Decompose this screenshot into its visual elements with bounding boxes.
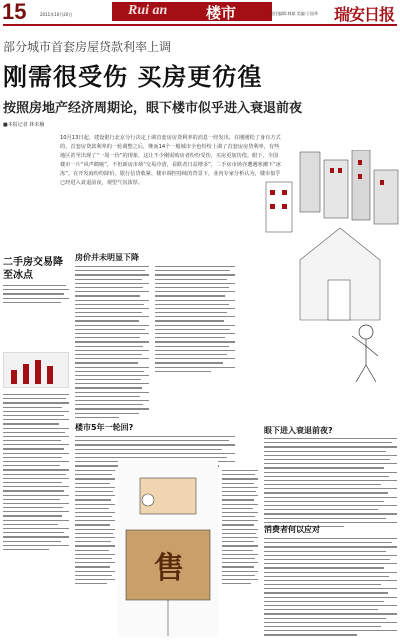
subhead-secondhand-market: 二手房交易降至冰点 bbox=[3, 257, 63, 281]
article-subheadline: 按照房地产经济周期论，眼下楼市似乎进入衰退前夜 bbox=[3, 101, 303, 116]
column-5-text bbox=[222, 470, 258, 587]
column-1-text-b bbox=[3, 394, 69, 553]
small-chart-graphic bbox=[3, 352, 69, 388]
header-rule bbox=[3, 24, 397, 26]
article-kicker: 部分城市首套房屋贷款利率上调 bbox=[3, 40, 172, 54]
editor-credits: 责任编辑:林斌 美编:于国华 bbox=[270, 11, 318, 16]
issue-date: 2011年10月20日 bbox=[40, 12, 73, 17]
for-sale-sign-illustration bbox=[118, 460, 218, 638]
column-6-text bbox=[264, 438, 397, 530]
subhead-prices: 房价并未明显下降 bbox=[75, 253, 139, 262]
column-7-text bbox=[264, 538, 397, 639]
section-title: 楼市 bbox=[206, 4, 237, 22]
subhead-consumers: 消费者何以应对 bbox=[264, 525, 320, 534]
article-headline: 刚需很受伤 买房更彷徨 bbox=[3, 63, 263, 91]
article-lead: 10月13日起，建设银行北京分行决定上调首套房房贷利率的消息一经发出，在刚刚松了身有方式的，首套房贷款利率的一轮调整之后，继而14个一般城市全也纷纷上调了首套房房贷利率，有些地区甚至出现了“一周一价”的现象，这让不少刚需购房者纷纷受伤，买房更加彷徨。眼下，全国楼市一片“风声鹤唳”，不但新房市场“交易冷清，看跌者日益增多”，二手房市场亦遭遇寒潮下“冰冻”。在开发商纷纷降价、银行信贷收紧、楼市调控持续的背景下，业内专家分析认为，楼市似乎已经进入衰退前夜，观望气氛浓厚。 bbox=[60, 135, 281, 186]
page-number: 15 bbox=[2, 0, 27, 24]
sale-sign-text: 售 bbox=[154, 551, 184, 586]
column-3-text bbox=[155, 266, 235, 375]
column-1-text bbox=[3, 285, 69, 306]
subhead-recession: 眼下进入衰退前夜? bbox=[264, 426, 333, 435]
newspaper-logo: 瑞安日报 bbox=[334, 5, 395, 24]
column-4-text-b bbox=[75, 470, 115, 587]
page-header bbox=[0, 0, 400, 24]
article-byline: ■本报记者 林未楠 bbox=[3, 122, 45, 128]
column-2-text bbox=[75, 266, 149, 421]
brand-latin: Rui an bbox=[128, 3, 168, 18]
subhead-cycle: 楼市5年一轮回? bbox=[75, 423, 134, 432]
house-illustration bbox=[240, 150, 400, 420]
